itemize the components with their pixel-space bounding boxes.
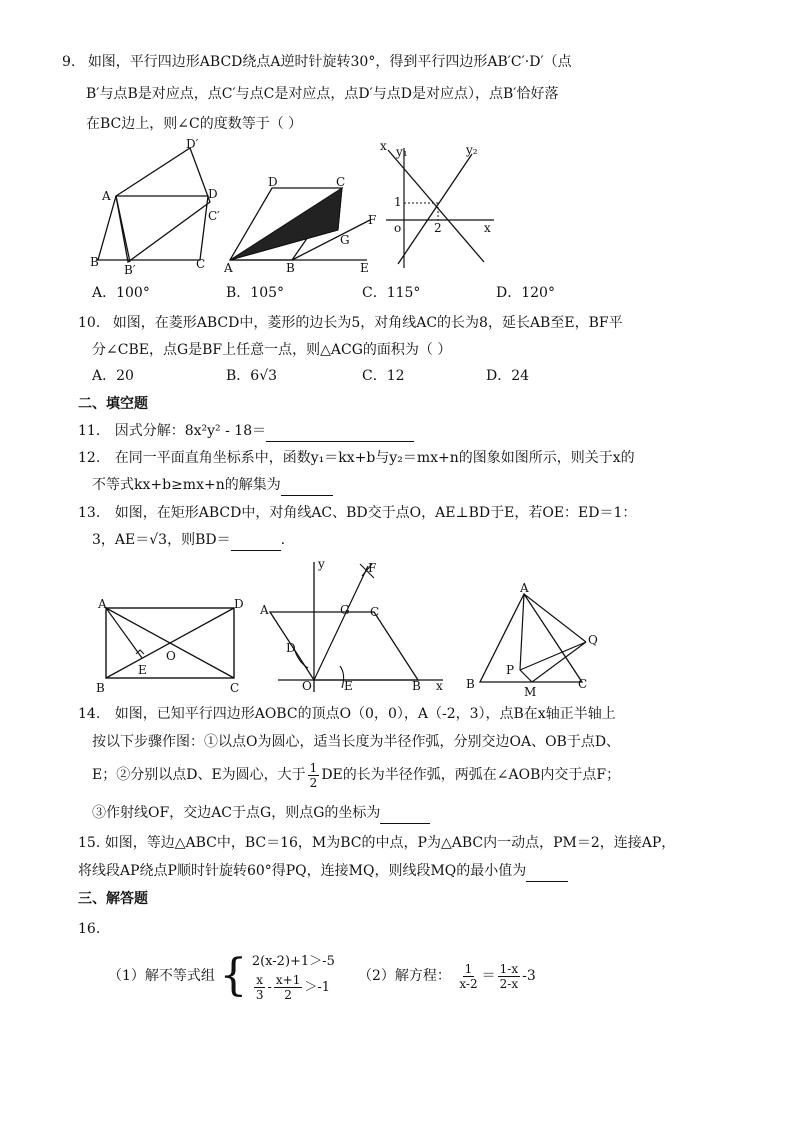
q16-ineq2-rest: ＞-1 <box>304 979 331 995</box>
q15-line1: 15. 如图，等边△ABC中，BC＝16，M为BC的中点，P为△ABC内一动点，PM＝2，连接AP， <box>78 835 676 851</box>
figure-q12-linear-functions <box>376 140 496 270</box>
fig15-label-M: M <box>524 685 537 699</box>
q16-inequality-system <box>252 951 335 1002</box>
fig14-label-y: y <box>318 557 325 571</box>
q14-text-3b: DE的长为半径作弧，两弧在∠AOB内交于点F； <box>321 767 621 783</box>
fig13-label-B: B <box>96 681 105 695</box>
q12-line1 <box>78 448 635 468</box>
fig15-label-Q: Q <box>588 633 598 647</box>
q15-answer-blank[interactable] <box>526 861 568 882</box>
fig14-label-O: O <box>302 679 312 693</box>
q12-text-2: 不等式kx+b≥mx+n的解集为 <box>92 477 281 493</box>
q16-eq-rest: -3 <box>522 968 536 984</box>
q11-text: 因式分解：8x²y² - 18＝ <box>114 423 267 439</box>
fig12-label-xaxis: x <box>484 221 491 235</box>
fig15-label-C: C <box>578 677 588 691</box>
q12-line2 <box>92 475 333 496</box>
q11-line <box>78 421 414 442</box>
q10-option-b: B．6√3 <box>226 368 278 384</box>
fig12-label-x: x <box>380 139 387 153</box>
q14-text-4: ③作射线OF，交边AC于点G，则点G的坐标为 <box>92 805 381 821</box>
q10-option-c: C．12 <box>362 368 405 384</box>
q15-text-2: 将线段AP绕点P顺时针旋转60°得PQ，连接MQ，则线段MQ的最小值为 <box>78 863 527 879</box>
fig10-label-G: G <box>340 233 350 247</box>
fig10-label-C: C <box>336 175 346 189</box>
q9-option-d: D．120° <box>496 285 555 301</box>
fig14-label-E: E <box>344 679 353 693</box>
q12-number: 12. <box>78 450 101 466</box>
fig15-label-P: P <box>506 663 515 677</box>
figure-q10-rhombus <box>222 172 382 282</box>
q14-line3 <box>92 760 620 790</box>
q16-inequality-1: 2(x-2)+1＞-5 <box>251 953 335 969</box>
q13-line2: 3，AE＝√3，则BD＝ . <box>92 530 285 551</box>
fig9-label-Bp: B′ <box>124 263 136 277</box>
q13-text-2: 3，AE＝√3，则BD＝ <box>92 532 231 548</box>
q10-text-1: 如图，在菱形ABCD中，菱形的边长为5，对角线AC的长为8，延长AB至E，BF平 <box>112 315 623 331</box>
fig13-label-D: D <box>234 597 244 611</box>
q16-part1-label: （1）解不等式组 <box>108 968 215 984</box>
q11-number: 11. <box>78 423 101 439</box>
fig12-label-o: o <box>394 221 402 235</box>
fig14-label-C: C <box>370 605 380 619</box>
q16-eq-sign: ＝ <box>481 968 496 984</box>
q13-answer-blank[interactable] <box>231 530 281 551</box>
q14-text-1: 如图，已知平行四边形AOBC的顶点O（0，0），A（-2，3），点B在x轴正半轴上 <box>114 706 616 722</box>
q9-text-1: 如图，平行四边形ABCD绕点A逆时针旋转30°，得到平行四边形AB′C′·D′（点 <box>87 54 572 70</box>
fig14-label-A: A <box>260 603 269 617</box>
q16-eq-den-2: 2-x <box>499 976 519 991</box>
q15-line2 <box>78 861 568 882</box>
fig14-label-B: B <box>412 679 421 693</box>
q14-number: 14. <box>78 706 101 722</box>
fig9-label-A: A <box>102 189 111 203</box>
q11-answer-blank[interactable] <box>266 421 414 442</box>
q12-answer-blank[interactable] <box>281 475 333 496</box>
figure-q15-equilateral-triangle <box>462 580 602 700</box>
q9-line2: B′与点B是对应点，点C′与点C是对应点，点D′与点D是对应点），点B′恰好落 <box>86 86 559 102</box>
fig10-label-E: E <box>360 261 369 275</box>
fig12-label-1: 1 <box>394 195 402 209</box>
q16-part2-label: （2）解方程： <box>358 968 451 984</box>
fig13-label-C: C <box>230 681 240 695</box>
section-solutions-heading: 三、解答题 <box>78 891 148 907</box>
fig13-label-E: E <box>138 663 147 677</box>
q14-text-3a: E；②分别以点D、E为圆心，大于 <box>92 767 306 783</box>
q14-answer-blank[interactable] <box>380 803 430 824</box>
fig15-label-B: B <box>466 677 475 691</box>
fig14-label-G: G <box>340 603 350 617</box>
q14-fraction <box>308 761 320 790</box>
q16-ineq2-den-b: 2 <box>284 987 292 1002</box>
q14-frac-den: 2 <box>309 775 318 790</box>
fig9-label-C: C <box>196 257 206 271</box>
q16-ineq2-num-b: x+1 <box>275 972 301 987</box>
q9-option-c: C．115° <box>362 285 421 301</box>
fig12-label-y2: y₂ <box>466 143 478 157</box>
fig10-label-D: D <box>268 175 278 189</box>
fig15-label-A: A <box>520 581 529 595</box>
fig14-label-D: D <box>286 641 296 655</box>
q13-text-1: 如图，在矩形ABCD中，对角线AC、BD交于点O，AE⊥BD于E，若OE：ED＝1： <box>114 505 637 521</box>
q14-frac-num: 1 <box>309 760 318 775</box>
q9-option-b: B．105° <box>226 285 285 301</box>
q16-system-brace: { <box>219 950 248 1001</box>
fig9-label-Cp: C′ <box>208 209 220 223</box>
figure-q14-parallelogram-construction <box>258 556 448 696</box>
q13-number: 13. <box>78 505 101 521</box>
q16-eq-num-1: 1 <box>464 961 473 976</box>
fig13-label-A: A <box>98 597 107 611</box>
fig14-label-x: x <box>436 679 443 693</box>
q16-eq-num-2: 1-x <box>499 961 519 976</box>
q16-number: 16. <box>78 921 101 937</box>
fig14-label-F: F <box>368 561 377 575</box>
q16-part1 <box>108 946 335 1006</box>
fig12-label-y1: y₁ <box>396 145 408 159</box>
q9-line3: 在BC边上，则∠C的度数等于（ ） <box>86 116 303 132</box>
q13-line1 <box>78 503 636 523</box>
q16-eq-den-1: x-2 <box>459 976 478 991</box>
fig9-label-D: D <box>208 187 218 201</box>
q9-option-a: A．100° <box>92 285 150 301</box>
fig12-label-2: 2 <box>434 221 442 235</box>
q14-line1 <box>78 704 616 724</box>
figure-q13-rectangle <box>92 596 252 696</box>
q14-line4 <box>92 803 430 824</box>
q16-part2 <box>358 956 536 996</box>
q12-text-1: 在同一平面直角坐标系中，函数y₁＝kx+b与y₂＝mx+n的图象如图所示，则关于x的 <box>114 450 635 466</box>
q10-line2: 分∠CBE，点G是BF上任意一点，则△ACG的面积为（ ） <box>92 342 452 358</box>
q9-number: 9. <box>62 54 76 70</box>
fig13-label-O: O <box>166 649 176 663</box>
q10-option-a: A．20 <box>92 368 134 384</box>
fig9-label-B: B <box>90 255 99 269</box>
q9-line1 <box>62 52 572 72</box>
fig10-label-B: B <box>286 261 295 275</box>
q10-number: 10. <box>78 315 101 331</box>
q10-option-d: D．24 <box>486 368 530 384</box>
q16-ineq2-den-a: 3 <box>255 987 264 1002</box>
fig9-label-Dp: D′ <box>186 137 199 151</box>
q10-line1 <box>78 313 623 333</box>
q16-ineq2-num-a: x <box>256 972 264 987</box>
fig10-label-F: F <box>368 213 377 227</box>
figure-q9-rotated-parallelograms <box>88 138 218 278</box>
q16-inequality-2: $\frac{x}{3}$ - $\frac{x+1}{2}$ ＞-1 <box>255 972 331 1002</box>
section-fill-in-heading: 二、填空题 <box>78 396 148 412</box>
q14-line2: 按以下步骤作图：①以点O为圆心，适当长度为半径作弧，分别交边OA、OB于点D、 <box>92 734 621 750</box>
fig10-label-A: A <box>224 261 233 275</box>
